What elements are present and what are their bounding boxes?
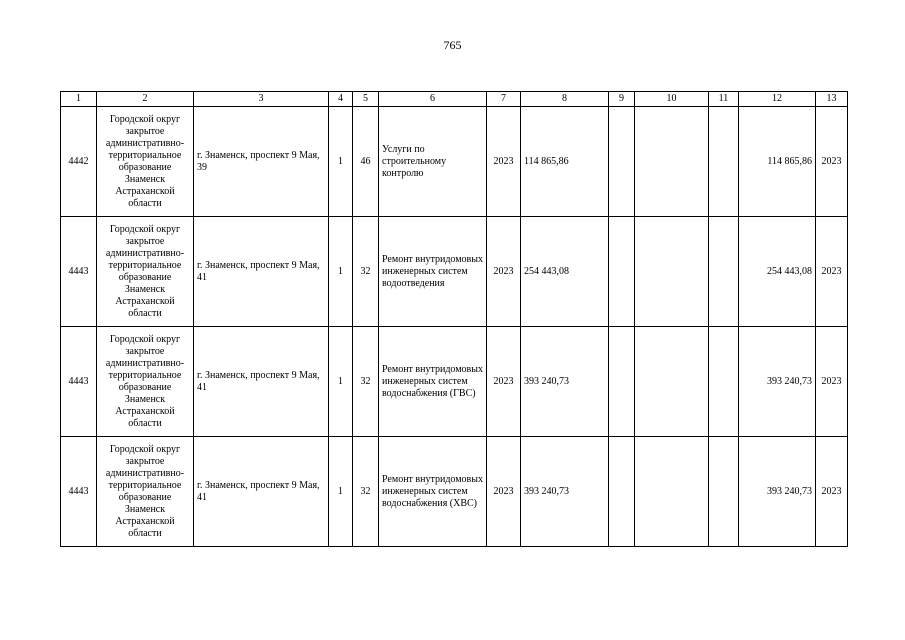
column-header: 3 <box>194 92 329 107</box>
cell-end-year: 2023 <box>816 217 848 327</box>
cell-col-5: 32 <box>353 217 379 327</box>
cell-record-id: 4443 <box>61 437 97 547</box>
column-header: 4 <box>329 92 353 107</box>
cell-cost-total: 393 240,73 <box>739 327 816 437</box>
cell-work-type: Ремонт внутридомовых инженерных систем водоснабжения (ГВС) <box>379 327 487 437</box>
column-header: 2 <box>97 92 194 107</box>
cell-cost-total: 114 865,86 <box>739 107 816 217</box>
column-header: 10 <box>635 92 709 107</box>
page-number: 765 <box>443 38 462 52</box>
cell-col-11 <box>709 217 739 327</box>
cell-cost: 393 240,73 <box>521 327 609 437</box>
column-header: 12 <box>739 92 816 107</box>
column-header: 7 <box>487 92 521 107</box>
column-header: 5 <box>353 92 379 107</box>
cell-col-4: 1 <box>329 437 353 547</box>
cell-year: 2023 <box>487 107 521 217</box>
table-row <box>61 107 848 217</box>
cell-year: 2023 <box>487 437 521 547</box>
cell-col-10 <box>635 217 709 327</box>
cell-col-11 <box>709 437 739 547</box>
cell-address: г. Знаменск, проспект 9 Мая, 41 <box>194 327 329 437</box>
cell-col-9 <box>609 437 635 547</box>
column-header: 1 <box>61 92 97 107</box>
cell-year: 2023 <box>487 327 521 437</box>
cell-col-11 <box>709 107 739 217</box>
cell-record-id: 4443 <box>61 327 97 437</box>
cell-col-4: 1 <box>329 107 353 217</box>
cell-col-9 <box>609 217 635 327</box>
column-header: 8 <box>521 92 609 107</box>
cell-municipality: Городской округ закрытое административно-территориальное образование Знаменск Астраханской области <box>97 327 194 437</box>
cell-work-type: Ремонт внутридомовых инженерных систем водоснабжения (ХВС) <box>379 437 487 547</box>
cell-col-11 <box>709 327 739 437</box>
column-header: 13 <box>816 92 848 107</box>
cell-col-9 <box>609 327 635 437</box>
cell-work-type: Услуги по строительному контролю <box>379 107 487 217</box>
cell-col-10 <box>635 107 709 217</box>
cell-work-type: Ремонт внутридомовых инженерных систем водоотведения <box>379 217 487 327</box>
cell-col-5: 32 <box>353 327 379 437</box>
cell-year: 2023 <box>487 217 521 327</box>
cell-end-year: 2023 <box>816 327 848 437</box>
cell-cost: 393 240,73 <box>521 437 609 547</box>
column-header: 11 <box>709 92 739 107</box>
table-row <box>61 217 848 327</box>
cell-municipality: Городской округ закрытое административно-территориальное образование Знаменск Астраханской области <box>97 107 194 217</box>
registry-table <box>60 91 848 547</box>
cell-cost-total: 393 240,73 <box>739 437 816 547</box>
table-header-row <box>61 92 848 107</box>
cell-col-9 <box>609 107 635 217</box>
cell-municipality: Городской округ закрытое административно-территориальное образование Знаменск Астраханской области <box>97 217 194 327</box>
cell-cost-total: 254 443,08 <box>739 217 816 327</box>
cell-municipality: Городской округ закрытое административно-территориальное образование Знаменск Астраханской области <box>97 437 194 547</box>
cell-col-10 <box>635 327 709 437</box>
cell-address: г. Знаменск, проспект 9 Мая, 39 <box>194 107 329 217</box>
cell-address: г. Знаменск, проспект 9 Мая, 41 <box>194 437 329 547</box>
cell-col-4: 1 <box>329 327 353 437</box>
cell-end-year: 2023 <box>816 437 848 547</box>
cell-address: г. Знаменск, проспект 9 Мая, 41 <box>194 217 329 327</box>
cell-col-10 <box>635 437 709 547</box>
cell-cost: 114 865,86 <box>521 107 609 217</box>
cell-end-year: 2023 <box>816 107 848 217</box>
cell-col-4: 1 <box>329 217 353 327</box>
cell-cost: 254 443,08 <box>521 217 609 327</box>
table-row <box>61 437 848 547</box>
column-header: 6 <box>379 92 487 107</box>
cell-col-5: 46 <box>353 107 379 217</box>
table-row <box>61 327 848 437</box>
cell-record-id: 4442 <box>61 107 97 217</box>
cell-col-5: 32 <box>353 437 379 547</box>
column-header: 9 <box>609 92 635 107</box>
cell-record-id: 4443 <box>61 217 97 327</box>
